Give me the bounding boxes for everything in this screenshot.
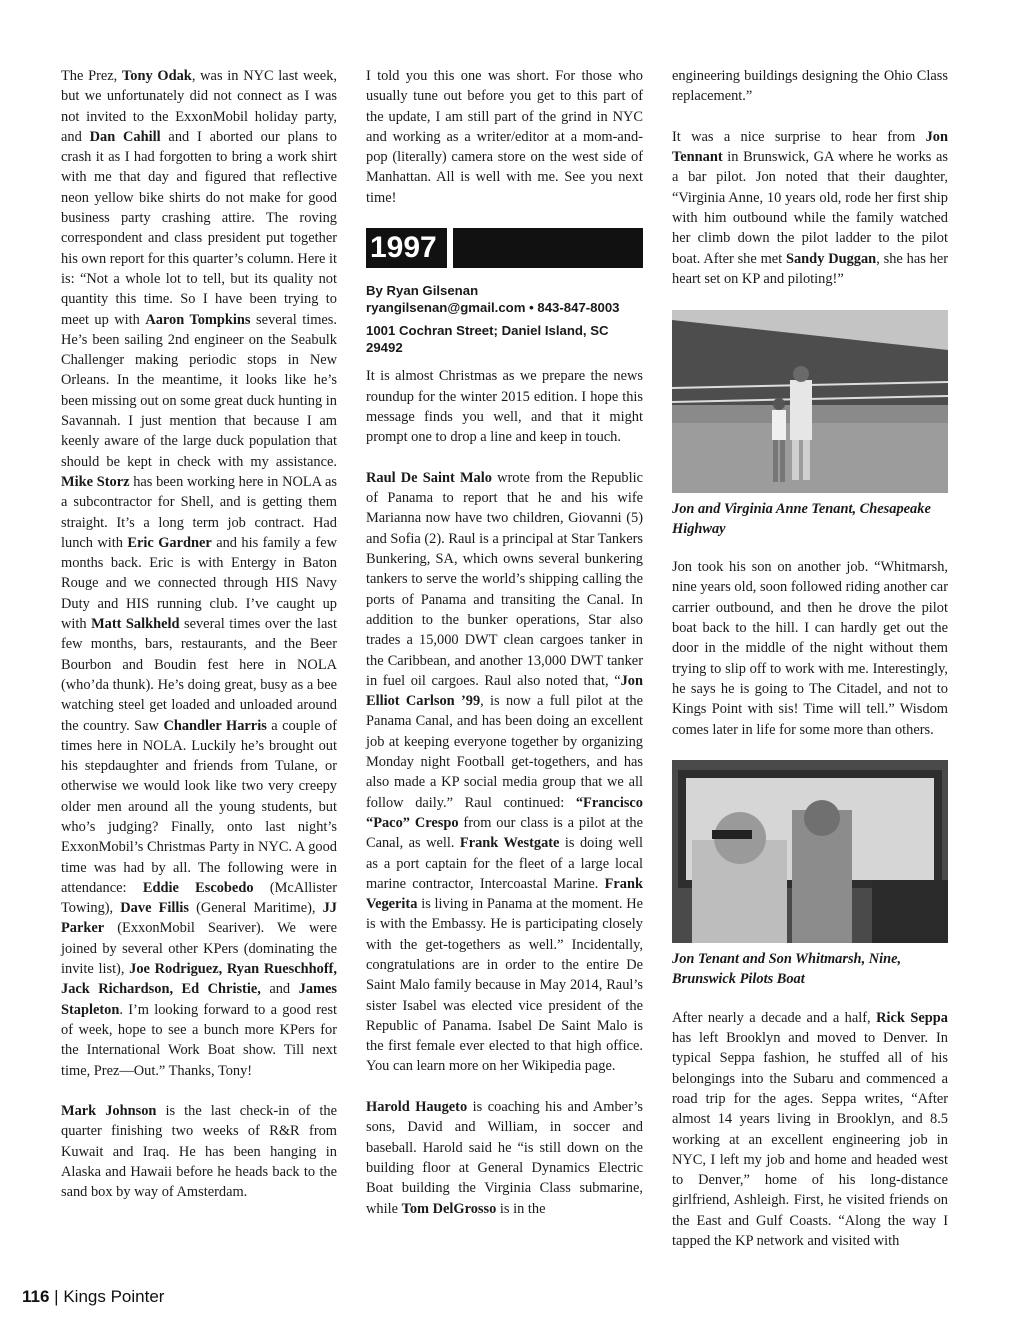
paragraph	[672, 127, 948, 289]
text-run: , she has her heart set on KP and piloting!”	[672, 250, 948, 287]
photo-caption: Jon and Virginia Anne Tenant, Chesapeake Highway	[672, 500, 931, 537]
text-run: is doing well as a port captain for the fleet of a large local marine contractor, Intercoastal Marine.	[366, 835, 643, 892]
text-run: I told you this one was short. For those who usually tune out before you get to this part of the update, I am still part of the grind in NYC and working as a writer/editor at a mom-and-pop (literally) camera store on the west side of Manhattan. All is well with me. See you next time!	[366, 68, 643, 206]
text-run: wrote from the Republic of Panama to report that he and his wife Marianna now have two children, Giovanni (5) and Sofia (2). Raul is a principal at Star Tankers Bunkering, SA, which owns several bunkering tankers to serve the world’s shipping calling the ports of Panama and transiting the Canal. In addition to the bunker operations, Star also trades a 15,000 DWT clean cargoes tanker in the Caribbean, and another 13,000 DWT tanker in fuel oil cargoes. Raul also noted that, “	[366, 469, 643, 689]
text-run: , was in NYC last week, but we unfortunately did not connect as I was not invited to the ExxonMobil holiday party, and	[61, 68, 337, 145]
text-run: (ExxonMobil Seariver). We were joined by several other KPers (dominating the invite list),	[61, 920, 337, 978]
photo-caption: Jon Tenant and Son Whitmarsh, Nine, Brunswick Pilots Boat	[672, 951, 902, 988]
paragraph	[366, 366, 643, 447]
page-footer	[22, 1287, 164, 1307]
text-run: a couple of times here in NOLA. Luckily he’s brought out his stepdaughter and friends from Tulane, or otherwise we would look like two very creepy older men around all the young students, but who’s judging? Finally, onto last night’s ExxonMobil’s Christmas Party in NYC. A good time was had by all. The following were in attendance:	[61, 717, 337, 896]
photo-father-son-pilot-boat	[672, 760, 948, 943]
name-highlight: Dave Fillis	[120, 900, 189, 917]
paragraph	[366, 468, 643, 1077]
paragraph	[366, 66, 643, 208]
text-run: and	[260, 981, 299, 998]
text-run: from our class is a pilot at the Canal, as well.	[366, 814, 644, 852]
text-run: is living in Panama at the moment. He is with the Embassy. He is participating closely with the get-togethers as well.” Incidentally, congratulations are in order to the entire De Saint Malo family because in May 2014, Raul’s sister Isabel was elected vice president of the Republic of Panama. Isabel De Saint Malo is the first female ever elected to that high office. You can learn more on her Wikipedia page.	[366, 896, 643, 1075]
text-run: several times over the last few months, bars, restaurants, and the Beer Bourbon and Boudin fest here in NOLA (who’da thunk). He’s doing great, busy as a bee watching steel get loaded and unloaded around the country. Saw	[61, 616, 337, 734]
name-highlight: Frank Vegerita	[366, 875, 643, 913]
correspondent-info	[366, 282, 643, 356]
text-run: Jon took his son on another job. “Whitmarsh, nine years old, soon followed riding another car carrier outbound, and then he drove the pilot boat back to the hill. I can hardly get out the door in the middle of the night without them trying to slip off to work with me. Interestingly, he says he is going to The Citadel, and not to Kings Point with sis! Time will tell.” Wisdom comes later in life for some more than others.	[672, 559, 948, 738]
text-run: several times. He’s been sailing 2nd engineer on the Seabulk Challenger making periodic stops in New Orleans. In the meantime, it looks like he’s been missing out on some great duck hunting in Savannah. I just mention that because I am keenly aware of the large duck population that should be kept in check with my assistance.	[61, 311, 338, 470]
class-year-banner	[366, 228, 643, 268]
name-highlight: Tony Odak	[122, 68, 192, 84]
column-3	[672, 66, 948, 1272]
name-highlight: Mark Johnson	[61, 1103, 157, 1120]
name-highlight: Jon Elliot Carlson ’99	[366, 672, 643, 710]
text-run: has been working here in NOLA as a subcontractor for Shell, and is getting them straight. It’s a long term job contract. Had lunch with	[61, 473, 337, 551]
name-highlight: Eddie Escobedo	[142, 879, 254, 896]
text-run: The Prez,	[61, 68, 123, 84]
name-highlight: JJ Parker	[61, 900, 337, 937]
name-highlight: Eric Gardner	[127, 534, 212, 551]
text-run: is in the	[496, 1200, 546, 1217]
paragraph	[672, 66, 948, 107]
text-run: It was a nice surprise to hear from	[672, 128, 926, 145]
name-highlight: Tom DelGrosso	[401, 1200, 497, 1217]
text-run: is the last check-in of the quarter finishing two weeks of R&R from Kuwait and Iraq. He has been hanging in Alaska and Hawaii before he heads back to the sand box by way of Amsterdam.	[61, 1103, 337, 1201]
photo-illustration	[672, 310, 948, 493]
paragraph	[672, 1008, 948, 1252]
text-run: (General Maritime),	[188, 900, 323, 917]
text-run: is coaching his and Amber’s sons, David and William, in soccer and baseball. Harold said he “is still down on the building floor at General Dynamics Electric Boat building the Virginia Class submarine, while	[366, 1099, 643, 1217]
contact-line: ryangilsenan@gmail.com • 843-847-8003	[366, 300, 620, 316]
column-1	[61, 66, 337, 1223]
name-highlight: “Francisco “Paco” Crespo	[366, 794, 643, 831]
class-year: 1997	[366, 228, 447, 268]
photo-father-daughter-ship	[672, 310, 948, 493]
publication-name: Kings Pointer	[63, 1287, 165, 1306]
text-run: (McAllister Towing),	[61, 879, 337, 917]
name-highlight: Rick Seppa	[876, 1009, 948, 1026]
text-run: and I aborted our plans to crash it as I had forgotten to bring a work shirt with me that day and figured that reflective neon yellow bike shirts do not make for good business party crashing attire. The roving correspondent and class president put together his own report for this quarter’s column. Here it is: “Not a whole lot to tell, but its quality not quantity this time. So I have been trying to meet up with	[61, 128, 337, 328]
name-highlight: Dan Cahill	[89, 128, 161, 145]
banner-bar	[453, 228, 643, 268]
address: 1001 Cochran Street; Daniel Island, SC 29492	[366, 323, 609, 356]
paragraph	[61, 1101, 337, 1202]
footer-separator: |	[54, 1287, 59, 1306]
name-highlight: Joe Rodriguez, Ryan Rueschhoff, Jack Richardson, Ed Christie,	[61, 961, 338, 998]
text-run: . I’m looking forward to a good rest of week, hope to see a bunch more KPers for the International Work Boat show. Till next time, Prez—Out.” Thanks, Tony!	[61, 1001, 337, 1079]
name-highlight: Mike Storz	[61, 473, 130, 490]
column-2	[366, 66, 643, 1239]
paragraph	[61, 66, 337, 1081]
name-highlight: Raul De Saint Malo	[366, 469, 492, 486]
name-highlight: Jon Tennant	[672, 128, 948, 166]
text-run: in Brunswick, GA where he works as a bar pilot. Jon noted that their daughter, “Virginia Anne, 10 years old, rode her first ship with him outbound while the family watched her climb down the pilot ladder to the pilot boat. After she met	[672, 149, 948, 267]
name-highlight: Matt Salkheld	[91, 616, 180, 633]
page-number: 116	[22, 1287, 50, 1306]
text-run: engineering buildings designing the Ohio Class replacement.”	[672, 68, 948, 105]
paragraph	[672, 557, 948, 740]
text-run: and his family a few months back. Eric is with Entergy in Baton Rouge and we connected through HIS Navy Duty and HIS running club. I’ve caught up with	[61, 534, 337, 633]
text-run: After nearly a decade and a half,	[672, 1009, 877, 1026]
name-highlight: Aaron Tompkins	[145, 311, 251, 328]
name-highlight: Chandler Harris	[163, 717, 267, 734]
photo-illustration	[672, 760, 948, 943]
text-run: , is now a full pilot at the Panama Canal, and has been doing an excellent job at keeping everyone together by organizing Monday night Football get-togethers, and has also made a KP social media group that we all follow daily.” Raul continued:	[366, 693, 643, 811]
name-highlight: James Stapleton	[61, 981, 337, 1018]
name-highlight: Sandy Duggan	[785, 250, 877, 267]
name-highlight: Frank Westgate	[459, 835, 560, 852]
byline: By Ryan Gilsenan	[366, 283, 479, 299]
text-run: has left Brooklyn and moved to Denver. In typical Seppa fashion, he stuffed all of his belongings into the Subaru and commenced a road trip for the ages. Seppa writes, “After almost 14 years living in Brooklyn, and 8.5 working at an excellent engineering job in NYC, I left my job and home and headed west to Denver,” home of his long-distance girlfriend, Ashleigh. First, he visited friends on the East and Gulf Coasts. “Along the way I tapped the KP network and visited with	[672, 1030, 948, 1249]
name-highlight: Harold Haugeto	[366, 1099, 468, 1116]
text-run: It is almost Christmas as we prepare the news roundup for the winter 2015 edition. I hope this message finds you well, and that it might prompt one to drop a line and keep in touch.	[366, 368, 643, 446]
paragraph	[366, 1097, 643, 1219]
